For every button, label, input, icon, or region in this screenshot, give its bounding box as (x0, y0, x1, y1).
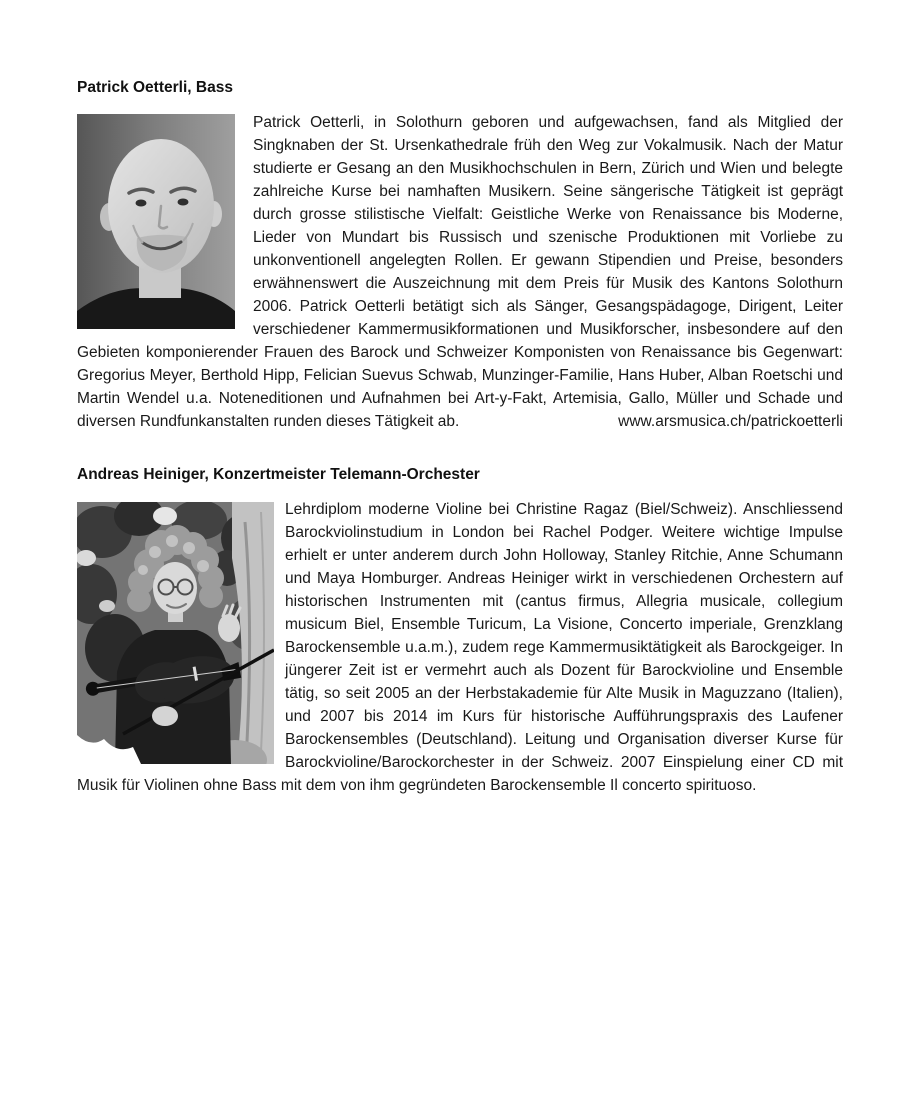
website-link-arsmusica: www.arsmusica.ch/patrickoetterli (618, 413, 843, 430)
bio-body-andreas-heiniger (77, 498, 843, 797)
photo-patrick-oetterli (77, 114, 235, 329)
bio-section-patrick-oetterli (77, 76, 843, 433)
bio-paragraph: Lehrdiplom moderne Violine bei Christine Ragaz (Biel/Schweiz). Anschliessend Barockviolinstudium in London bei Rachel Podger. Weitere wichtige Impulse erhielt er unter anderem durch John Holloway, Stanley Ritchie, Anne Schumann und Maya Homburger. Andreas Heiniger wirkt in verschiedenen Orchestern auf historischen Instrumenten mit (cantus firmus, Allegria musicale, collegium musicum Biel, Ensemble Turicum, La Visione, Concerto imperiale, Grenzklang Barockensemble u.a.m.), zudem rege Kammermusiktätigkeit als Barockgeiger. In jüngerer Zeit ist er vermehrt auch als Dozent für Barockvioline und Ensemble tätig, so seit 2005 an der Herbstakademie für Alte Musik in Maguzzano (Italien), und 2007 bis 2014 im Kurs für historische Aufführungspraxis des Laufener Barockensembles (Deutschland). Leitung und Organisation diverser Kurse für Barockvioline/Barockorchester in der Schweiz. 2007 Einspielung einer CD mit Musik für Violinen ohne Bass mit dem von ihm gegründeten Barockensemble Il concerto spirituoso. (77, 501, 843, 794)
bio-body-patrick-oetterli (77, 111, 843, 433)
heading-andreas-heiniger: Andreas Heiniger, Konzertmeister Telemann-Orchester (77, 466, 480, 483)
bio-paragraph: Patrick Oetterli, in Solothurn geboren und aufgewachsen, fand als Mitglied der Singknaben der St. Ursenkathedrale früh den Weg zur Vokalmusik. Nach der Matur studierte er Gesang an den Musikhochschulen in Bern, Zürich und Wien und belegte zahlreiche Kurse bei namhaften Musikern. Seine sängerische Tätigkeit ist geprägt durch grosse stilistische Vielfalt: Geistliche Werke von Renaissance bis Moderne, Lieder von Mundart bis Russisch und szenische Produktionen mit Vorliebe zu unkonventionell angelegten Rollen. Er gewann Stipendien und Preise, besonders erwähnenswert die Auszeichnung mit dem Preis für Musik des Kantons Solothurn 2006. Patrick Oetterli betätigt sich als Sänger, Gesangspädagoge, Dirigent, Leiter verschiedener Kammermusikformationen und Musikforscher, insbesondere auf den Gebieten komponierender Frauen des Barock und Schweizer Komponisten von Renaissance bis Gegenwart: Gregorius Meyer, Berthold Hipp, Felician Suevus Schwab, Munzinger-Familie, Hans Huber, Alban Roetschi und Martin Wendel u.a. Noteneditionen und Aufnahmen bei Art-y-Fakt, Artemisia, Gallo, Müller und Schade und diversen Rundfunkanstalten runden dieses Tätigkeit ab. (77, 114, 843, 430)
bio-section-andreas-heiniger (77, 463, 843, 797)
heading-patrick-oetterli: Patrick Oetterli, Bass (77, 79, 233, 96)
photo-andreas-heiniger (77, 502, 274, 764)
